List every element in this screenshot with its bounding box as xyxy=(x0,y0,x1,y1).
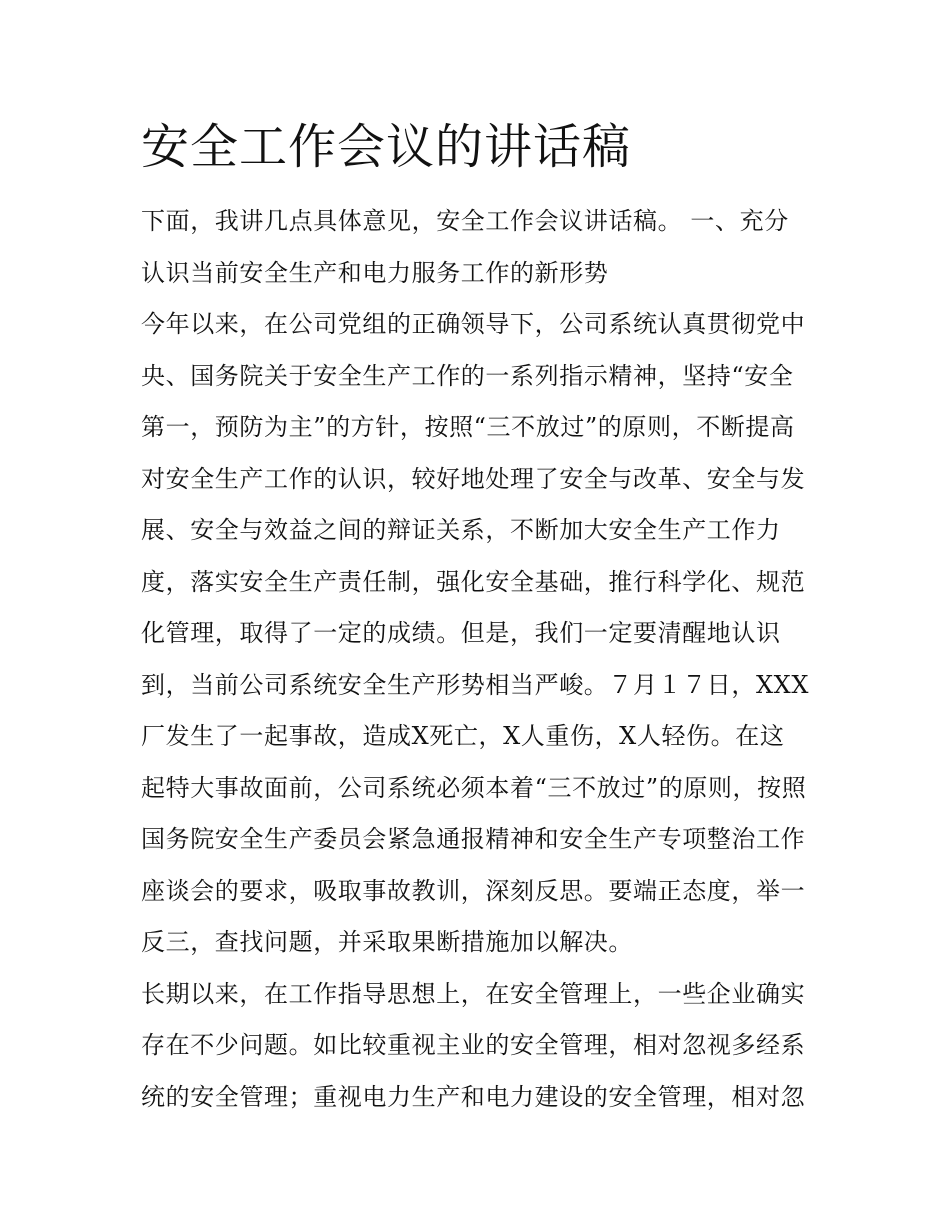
body-line: 座谈会的要求，吸取事故教训，深刻反思。要端正态度，举一 xyxy=(141,876,806,905)
body-line: 下面，我讲几点具体意见，安全工作会议讲话稿。 一、充分 xyxy=(141,207,789,235)
body-line: 存在不少问题。如比较重视主业的安全管理，相对忽视多经系 xyxy=(141,1031,806,1059)
body-line: 对安全生产工作的认识，较好地处理了安全与改革、安全与发 xyxy=(141,464,806,493)
body-line: 今年以来，在公司党组的正确领导下，公司系统认真贯彻党中 xyxy=(141,310,806,338)
body-line: 长期以来，在工作指导思想上，在安全管理上，一些企业确实 xyxy=(141,979,806,1008)
body-line: 度，落实安全生产责任制，强化安全基础，推行科学化、规范 xyxy=(141,567,806,596)
body-line: 认识当前安全生产和电力服务工作的新形势 xyxy=(141,258,609,287)
document-title: 安全工作会议的讲话稿 xyxy=(141,119,632,175)
body-line: 国务院安全生产委员会紧急通报精神和安全生产专项整治工作 xyxy=(141,825,806,853)
body-line: 到，当前公司系统安全生产形势相当严峻。７月１７日，XXX xyxy=(141,670,810,699)
body-line: 化管理，取得了一定的成绩。但是，我们一定要清醒地认识 xyxy=(141,619,781,647)
body-line: 反三，查找问题，并采取果断措施加以解决。 xyxy=(141,928,633,956)
body-line: 统的安全管理；重视电力生产和电力建设的安全管理，相对忽 xyxy=(141,1082,806,1111)
body-line: 展、安全与效益之间的辩证关系，不断加大安全生产工作力 xyxy=(141,516,781,544)
body-line: 起特大事故面前，公司系统必须本着“三不放过”的原则，按照 xyxy=(141,773,807,802)
body-line: 厂发生了一起事故，造成X死亡，X人重伤，X人轻伤。在这 xyxy=(141,722,785,750)
body-line: 第一，预防为主”的方针，按照“三不放过”的原则，不断提高 xyxy=(141,413,795,441)
body-line: 央、国务院关于安全生产工作的一系列指示精神，坚持“安全 xyxy=(141,361,794,390)
document-body xyxy=(141,196,841,1123)
